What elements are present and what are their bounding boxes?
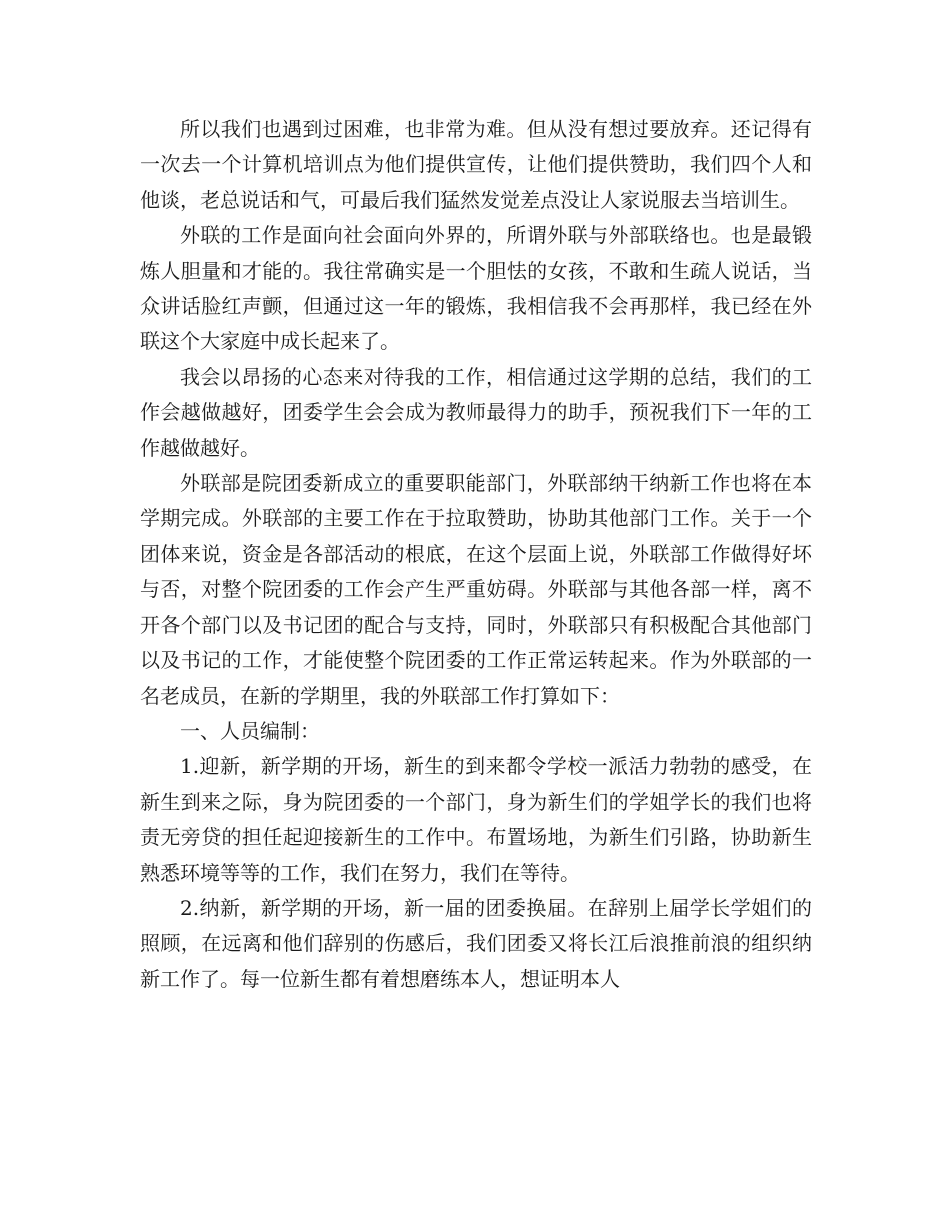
list-item: 2.纳新，新学期的开场，新一届的团委换届。在辞别上届学长学姐们的照顾，在远离和他们辞别的伤感后，我们团委又将长江后浪推前浪的组织纳新工作了。每一位新生都有着想磨练本人，想证明本人: [140, 895, 812, 991]
paragraph: 外联的工作是面向社会面向外界的，所谓外联与外部联络也。也是最锻炼人胆量和才能的。我往常确实是一个胆怯的女孩，不敢和生疏人说话，当众讲话脸红声颤，但通过这一年的锻炼，我相信我不会再那样，我已经在外联这个大家庭中成长起来了。: [140, 223, 812, 354]
list-item: 1.迎新，新学期的开场，新生的到来都令学校一派活力勃勃的感受，在新生到来之际，身为院团委的一个部门，身为新生们的学姐学长的我们也将责无旁贷的担任起迎接新生的工作中。布置场地，为新生们引路，协助新生熟悉环境等等的工作，我们在努力，我们在等待。: [140, 754, 812, 885]
paragraph: 外联部是院团委新成立的重要职能部门，外联部纳干纳新工作也将在本学期完成。外联部的主要工作在于拉取赞助，协助其他部门工作。关于一个团体来说，资金是各部活动的根底，在这个层面上说，外联部工作做得好坏与否，对整个院团委的工作会产生严重妨碍。外联部与其他各部一样，离不开各个部门以及书记团的配合与支持，同时，外联部只有积极配合其他部门以及书记的工作，才能使整个院团委的工作正常运转起来。作为外联部的一名老成员，在新的学期里，我的外联部工作打算如下：: [140, 471, 812, 708]
section-heading: 一、人员编制：: [180, 718, 320, 743]
document-page: [140, 112, 812, 997]
paragraph: 我会以昂扬的心态来对待我的工作，相信通过这学期的总结，我们的工作会越做越好，团委学生会会成为教师最得力的助手，预祝我们下一年的工作越做越好。: [140, 364, 812, 460]
paragraph: 所以我们也遇到过困难，也非常为难。但从没有想过要放弃。还记得有一次去一个计算机培训点为他们提供宣传，让他们提供赞助，我们四个人和他谈，老总说话和气，可最后我们猛然发觉差点没让人家说服去当培训生。: [140, 117, 812, 212]
